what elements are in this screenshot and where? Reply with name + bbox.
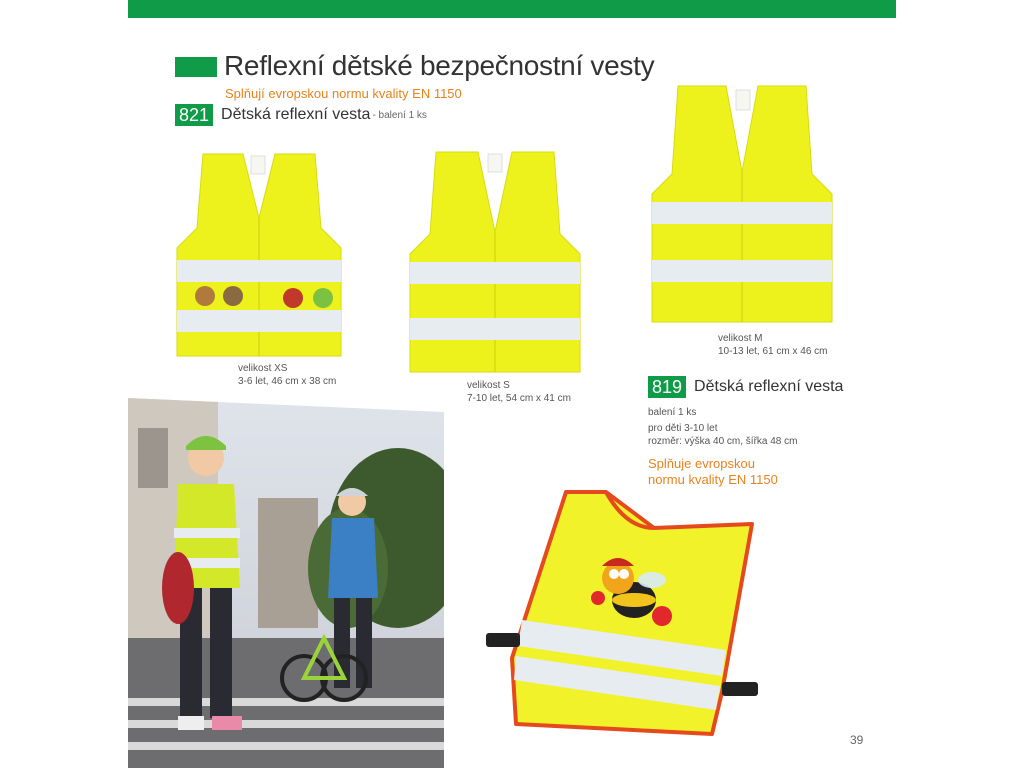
size-detail: 7-10 let, 54 cm x 41 cm	[467, 393, 571, 404]
norm-line-1: Splňuje evropskou	[648, 456, 755, 471]
vest-m-image	[650, 84, 834, 324]
norm-line-2: normu kvality EN 1150	[648, 472, 778, 487]
size-detail: 10-13 let, 61 cm x 46 cm	[718, 346, 828, 357]
product-819-heading	[648, 376, 843, 398]
norm-subtitle: Splňují evropskou normu kvality EN 1150	[225, 86, 462, 101]
size-label: velikost S	[467, 380, 510, 391]
product-name: Dětská reflexní vesta	[221, 106, 371, 123]
children-photo	[128, 398, 444, 768]
age-range: pro děti 3-10 let	[648, 423, 718, 434]
vest-819-image	[486, 488, 760, 740]
product-819-specs	[648, 422, 797, 448]
vest-xs-image	[175, 148, 343, 360]
size-label: velikost XS	[238, 363, 288, 374]
title-marker	[175, 57, 217, 77]
product-821-heading	[175, 104, 427, 126]
size-m-caption	[718, 332, 828, 358]
pack-note: - balení 1 ks	[372, 109, 427, 121]
page-title: Reflexní dětské bezpečnostní vesty	[224, 50, 655, 81]
vest-s-image	[408, 148, 582, 376]
size-xs-caption	[238, 362, 336, 388]
size-detail: 3-6 let, 46 cm x 38 cm	[238, 376, 337, 387]
product-name: Dětská reflexní vesta	[694, 378, 844, 395]
product-819-pack: balení 1 ks	[648, 407, 697, 418]
page-number: 39	[850, 733, 864, 747]
size-s-caption	[467, 379, 571, 405]
product-code-badge: 821	[175, 104, 213, 126]
size-label: velikost M	[718, 333, 763, 344]
product-code-badge: 819	[648, 376, 686, 398]
product-819-norm	[648, 456, 778, 488]
top-color-bar	[128, 0, 896, 18]
dimensions: rozměr: výška 40 cm, šířka 48 cm	[648, 436, 798, 447]
